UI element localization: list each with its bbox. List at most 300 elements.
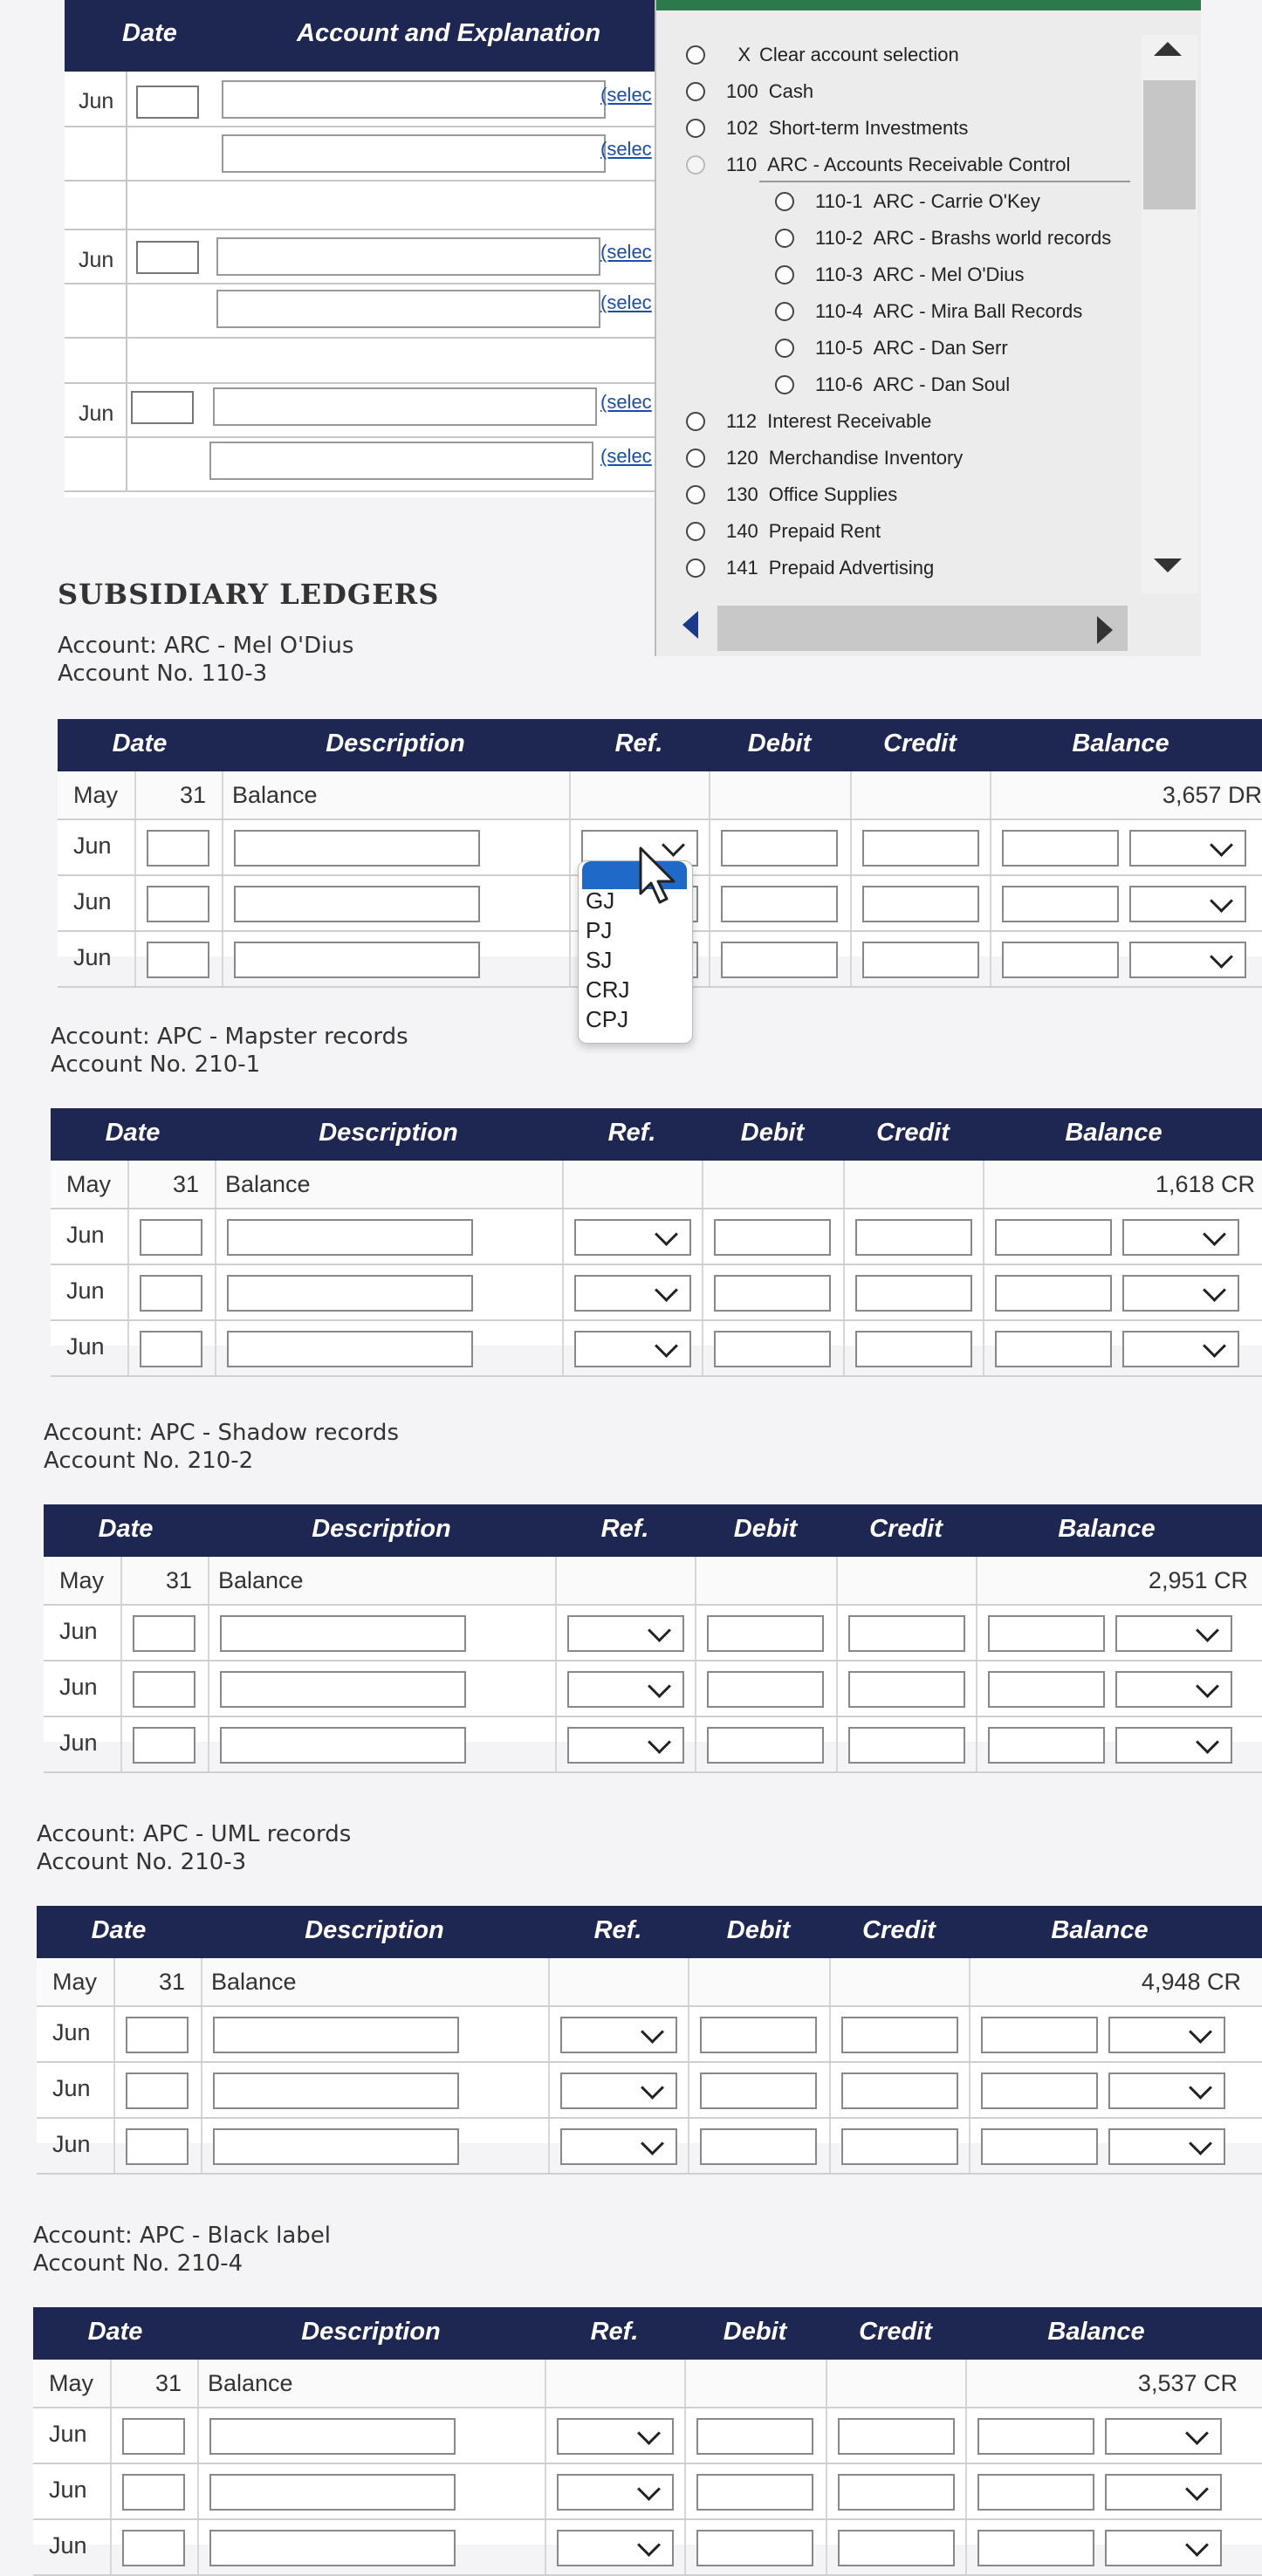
col-ref: Ref.: [590, 2318, 639, 2346]
entry-description-input[interactable]: [227, 1219, 473, 1256]
cell-divider: [836, 1661, 838, 1716]
col-date: Date: [91, 1916, 147, 1944]
entry-debit-input[interactable]: [714, 1275, 831, 1312]
opening-balance: 3,657 DR: [1162, 782, 1262, 808]
radio-icon[interactable]: [775, 265, 794, 284]
entry-ref-select[interactable]: [557, 2474, 674, 2511]
opening-description: Balance: [211, 1969, 297, 1995]
entry-debit-input[interactable]: [696, 2474, 813, 2511]
entry-description-input[interactable]: [209, 2418, 456, 2455]
chevron-down-icon[interactable]: [655, 1278, 678, 1302]
col-debit: Debit: [726, 1916, 791, 1944]
ledger-entry-row: [37, 2007, 1262, 2063]
account-option[interactable]: 112 Interest Receivable: [686, 405, 931, 438]
entry-balance-type-select[interactable]: [1129, 886, 1246, 922]
cell-divider: [120, 1557, 122, 1604]
entry-balance-input[interactable]: [995, 1275, 1112, 1312]
chevron-down-icon[interactable]: [1196, 1730, 1219, 1754]
cell-divider: [695, 1717, 696, 1771]
entry-debit-input[interactable]: [700, 2128, 817, 2165]
journal-row: [65, 438, 658, 492]
cell-divider: [215, 1161, 216, 1208]
scroll-left-arrow-icon[interactable]: [682, 611, 698, 639]
entry-balance-input[interactable]: [977, 2530, 1094, 2566]
ledger-account-number: Account No. 210-3: [37, 1849, 247, 1875]
entry-credit-input[interactable]: [862, 942, 979, 978]
entry-ref-select[interactable]: [567, 1615, 684, 1652]
chevron-down-icon[interactable]: [1189, 2076, 1212, 2100]
col-credit: Credit: [883, 730, 957, 757]
chevron-down-icon[interactable]: [655, 1334, 678, 1358]
entry-debit-input[interactable]: [714, 1331, 831, 1367]
entry-description-input[interactable]: [234, 830, 480, 867]
entry-day-input[interactable]: [122, 2530, 185, 2566]
col-debit: Debit: [747, 730, 812, 757]
radio-icon[interactable]: [686, 485, 705, 504]
entry-ref-select[interactable]: [557, 2530, 674, 2566]
entry-debit-input[interactable]: [707, 1671, 824, 1708]
radio-icon[interactable]: [686, 449, 705, 468]
cell-divider: [990, 771, 991, 819]
cell-divider: [829, 2007, 831, 2061]
journal-select-link[interactable]: (selec: [600, 291, 652, 313]
entry-ref-select[interactable]: [567, 1727, 684, 1764]
entry-credit-input[interactable]: [838, 2474, 955, 2511]
cell-divider: [990, 820, 991, 874]
entry-credit-input[interactable]: [841, 2072, 958, 2109]
ledger-opening-row: [58, 771, 1262, 820]
ledger-account-name: Account: APC - Mapster records: [51, 1024, 408, 1050]
ledger-account-label: [51, 1023, 408, 1079]
entry-credit-input[interactable]: [838, 2530, 955, 2566]
radio-icon[interactable]: [686, 412, 705, 431]
entry-debit-input[interactable]: [707, 1615, 824, 1652]
cell-divider: [709, 932, 710, 986]
journal-account-input[interactable]: [216, 237, 600, 276]
chevron-down-icon[interactable]: [1210, 945, 1233, 969]
entry-credit-input[interactable]: [848, 1727, 965, 1764]
entry-day-input[interactable]: [126, 2072, 189, 2109]
subsidiary-ledger-table: [44, 1504, 1262, 1756]
chevron-down-icon[interactable]: [1196, 1619, 1219, 1642]
radio-icon[interactable]: [775, 302, 794, 321]
scroll-right-arrow-icon[interactable]: [1097, 616, 1113, 644]
opening-day: 31: [159, 1969, 186, 1995]
popup-horizontal-scrollbar[interactable]: [717, 606, 1128, 651]
journal-account-input[interactable]: [222, 80, 606, 119]
journal-select-link[interactable]: (selec: [600, 84, 652, 106]
cell-divider: [197, 2360, 199, 2407]
cell-divider: [201, 1958, 202, 2005]
entry-description-input[interactable]: [234, 942, 480, 978]
journal-select-link[interactable]: (selec: [600, 445, 652, 467]
entry-credit-input[interactable]: [848, 1615, 965, 1652]
chevron-down-icon[interactable]: [1203, 1223, 1226, 1246]
cell-divider: [197, 2464, 199, 2518]
entry-description-input[interactable]: [213, 2017, 459, 2053]
journal-account-input[interactable]: [209, 442, 593, 480]
entry-balance-input[interactable]: [988, 1671, 1105, 1708]
chevron-down-icon[interactable]: [655, 1223, 678, 1246]
cell-divider: [990, 932, 991, 986]
cell-divider: [562, 1265, 564, 1319]
account-option[interactable]: 140 Prepaid Rent: [686, 515, 881, 548]
cell-divider: [127, 1209, 129, 1264]
entry-debit-input[interactable]: [721, 886, 838, 922]
cell-divider: [829, 2119, 831, 2173]
radio-icon[interactable]: [686, 155, 705, 175]
journal-row: [65, 182, 658, 230]
col-ref: Ref.: [607, 1119, 656, 1147]
cell-divider: [826, 2360, 827, 2407]
radio-icon[interactable]: [686, 558, 705, 578]
entry-balance-type-select[interactable]: [1108, 2072, 1225, 2109]
entry-day-input[interactable]: [133, 1727, 195, 1764]
chevron-down-icon[interactable]: [1189, 2020, 1212, 2044]
ref-option-cpj[interactable]: CPJ: [586, 1006, 629, 1032]
cell-divider: [965, 2360, 967, 2407]
chevron-down-icon[interactable]: [641, 2132, 664, 2155]
col-balance: Balance: [1058, 1515, 1156, 1543]
journal-select-link[interactable]: (selec: [600, 391, 652, 413]
chevron-down-icon[interactable]: [1185, 2422, 1209, 2445]
entry-debit-input[interactable]: [707, 1727, 824, 1764]
entry-day-input[interactable]: [126, 2128, 189, 2165]
cell-divider: [688, 2119, 689, 2173]
chevron-down-icon[interactable]: [1196, 1675, 1219, 1698]
col-description: Description: [312, 1515, 451, 1543]
chevron-down-icon[interactable]: [648, 1730, 671, 1754]
entry-credit-input[interactable]: [838, 2418, 955, 2455]
col-balance: Balance: [1051, 1916, 1149, 1944]
cell-divider: [215, 1321, 216, 1375]
ledger-entry-row: [51, 1265, 1262, 1321]
mouse-cursor-icon: [637, 846, 686, 908]
account-option[interactable]: 100 Cash: [686, 75, 813, 108]
cell-divider: [222, 932, 223, 986]
entry-balance-input[interactable]: [1002, 886, 1119, 922]
cell-divider: [548, 2007, 550, 2061]
col-credit: Credit: [862, 1916, 936, 1944]
cell-divider: [127, 1161, 129, 1208]
entry-ref-select[interactable]: [560, 2128, 677, 2165]
popup-top-bar: [656, 0, 1201, 10]
entry-credit-input[interactable]: [855, 1275, 972, 1312]
account-option-clear[interactable]: X Clear account selection: [686, 38, 959, 72]
ledger-entry-row: [51, 1321, 1262, 1377]
entry-day-input[interactable]: [140, 1331, 202, 1367]
entry-balance-input[interactable]: [981, 2128, 1098, 2165]
cell-divider: [222, 820, 223, 874]
cell-divider: [843, 1209, 845, 1264]
cell-divider: [134, 771, 136, 819]
ledger-account-label: [33, 2222, 331, 2278]
entry-ref-select[interactable]: [557, 2418, 674, 2455]
entry-ref-select[interactable]: [574, 1275, 691, 1312]
ledger-entry-row: [33, 2408, 1262, 2464]
entry-month: Jun: [52, 2075, 91, 2101]
entry-debit-input[interactable]: [696, 2530, 813, 2566]
radio-icon[interactable]: [686, 45, 705, 65]
chevron-down-icon[interactable]: [637, 2422, 661, 2445]
chevron-down-icon[interactable]: [1203, 1278, 1226, 1302]
entry-debit-input[interactable]: [700, 2017, 817, 2053]
entry-debit-input[interactable]: [721, 830, 838, 867]
ledger-account-number: Account No. 110-3: [58, 661, 268, 687]
entry-ref-select[interactable]: [560, 2072, 677, 2109]
col-description: Description: [326, 730, 465, 757]
journal-account-input[interactable]: [222, 134, 606, 173]
account-option[interactable]: 141 Prepaid Advertising: [686, 552, 934, 585]
popup-scroll-thumb[interactable]: [1143, 80, 1196, 209]
journal-header: [65, 0, 658, 72]
chevron-down-icon[interactable]: [637, 2477, 661, 2501]
chevron-down-icon[interactable]: [1210, 889, 1233, 913]
journal-row: [65, 72, 658, 127]
col-balance: Balance: [1072, 730, 1169, 757]
chevron-down-icon[interactable]: [1185, 2533, 1209, 2557]
cell-divider: [110, 2520, 112, 2574]
entry-credit-input[interactable]: [862, 886, 979, 922]
cell-divider: [850, 771, 852, 819]
cell-divider: [969, 1958, 971, 2005]
journal-day-input[interactable]: [136, 86, 199, 119]
entry-debit-input[interactable]: [696, 2418, 813, 2455]
cell-divider: [208, 1661, 209, 1716]
entry-balance-type-select[interactable]: [1105, 2474, 1222, 2511]
entry-balance-input[interactable]: [995, 1219, 1112, 1256]
journal-day-input[interactable]: [136, 241, 199, 274]
chevron-down-icon[interactable]: [1185, 2477, 1209, 2501]
cell-divider: [134, 932, 136, 986]
cell-divider: [684, 2408, 686, 2463]
cell-divider: [850, 820, 852, 874]
entry-description-input[interactable]: [227, 1331, 473, 1367]
entry-description-input[interactable]: [209, 2474, 456, 2511]
cell-divider: [208, 1606, 209, 1660]
journal-account-input[interactable]: [213, 387, 597, 426]
entry-description-input[interactable]: [234, 886, 480, 922]
account-option[interactable]: 110-1 ARC - Carrie O'Key: [775, 185, 1040, 218]
entry-balance-type-select[interactable]: [1105, 2418, 1222, 2455]
account-option[interactable]: 110-6 ARC - Dan Soul: [775, 368, 1010, 401]
entry-credit-input[interactable]: [862, 830, 979, 867]
cell-divider: [127, 1321, 129, 1375]
chevron-down-icon[interactable]: [637, 2533, 661, 2557]
ref-option-crj[interactable]: CRJ: [586, 976, 630, 1003]
entry-balance-type-select[interactable]: [1108, 2128, 1225, 2165]
cell-divider: [709, 771, 710, 819]
radio-icon[interactable]: [775, 229, 794, 248]
entry-day-input[interactable]: [147, 830, 209, 867]
entry-balance-input[interactable]: [981, 2017, 1098, 2053]
subsidiary-ledgers-title: SUBSIDIARY LEDGERS: [58, 578, 440, 611]
chevron-down-icon[interactable]: [1210, 833, 1233, 857]
entry-day-input[interactable]: [140, 1219, 202, 1256]
cell-divider: [548, 2119, 550, 2173]
journal-day-input[interactable]: [131, 391, 194, 424]
journal-month: Jun: [79, 401, 114, 426]
cell-divider: [969, 2063, 971, 2117]
entry-balance-type-select[interactable]: [1122, 1331, 1239, 1367]
entry-balance-input[interactable]: [988, 1727, 1105, 1764]
entry-day-input[interactable]: [133, 1671, 195, 1708]
radio-icon[interactable]: [686, 522, 705, 541]
entry-description-input[interactable]: [227, 1275, 473, 1312]
cell-divider: [569, 820, 571, 874]
entry-debit-input[interactable]: [714, 1219, 831, 1256]
chevron-down-icon[interactable]: [1189, 2132, 1212, 2155]
entry-description-input[interactable]: [220, 1727, 466, 1764]
entry-balance-input[interactable]: [977, 2474, 1094, 2511]
ledger-header: [58, 719, 1262, 771]
ref-option-gj[interactable]: GJ: [586, 887, 615, 914]
cell-divider: [545, 2360, 546, 2407]
journal-select-link[interactable]: (selec: [600, 241, 652, 263]
cell-divider: [965, 2520, 967, 2574]
cell-divider: [208, 1717, 209, 1771]
entry-day-input[interactable]: [147, 942, 209, 978]
cell-divider: [976, 1717, 977, 1771]
cell-divider: [562, 1209, 564, 1264]
account-option[interactable]: 102 Short-term Investments: [686, 112, 968, 145]
entry-month: Jun: [59, 1730, 98, 1756]
entry-day-input[interactable]: [133, 1615, 195, 1652]
cell-divider: [545, 2520, 546, 2574]
scroll-up-arrow-icon[interactable]: [1154, 42, 1182, 56]
cell-divider: [555, 1661, 557, 1716]
radio-icon[interactable]: [775, 339, 794, 358]
account-option[interactable]: 110 ARC - Accounts Receivable Control: [686, 148, 1070, 182]
ledger-header: [33, 2307, 1262, 2360]
cell-divider: [843, 1265, 845, 1319]
ledger-account-name: Account: APC - Black label: [33, 2223, 332, 2249]
account-option[interactable]: 110-4 ARC - Mira Ball Records: [775, 295, 1082, 328]
cell-divider: [201, 2063, 202, 2117]
entry-description-input[interactable]: [213, 2072, 459, 2109]
entry-balance-input[interactable]: [1002, 830, 1119, 867]
cell-divider: [569, 876, 571, 930]
cell-divider: [983, 1265, 984, 1319]
entry-description-input[interactable]: [220, 1615, 466, 1652]
entry-description-input[interactable]: [209, 2530, 456, 2566]
chevron-down-icon[interactable]: [648, 1675, 671, 1698]
entry-balance-input[interactable]: [995, 1331, 1112, 1367]
chevron-down-icon[interactable]: [641, 2020, 664, 2044]
entry-balance-type-select[interactable]: [1122, 1275, 1239, 1312]
entry-balance-input[interactable]: [981, 2072, 1098, 2109]
entry-description-input[interactable]: [220, 1671, 466, 1708]
ledger-account-label: [58, 632, 353, 688]
entry-ref-select[interactable]: [567, 1671, 684, 1708]
cell-divider: [562, 1161, 564, 1208]
entry-credit-input[interactable]: [855, 1219, 972, 1256]
cell-divider: [965, 2464, 967, 2518]
radio-icon[interactable]: [686, 82, 705, 101]
entry-debit-input[interactable]: [700, 2072, 817, 2109]
cell-divider: [113, 1958, 115, 2005]
entry-credit-input[interactable]: [841, 2017, 958, 2053]
ref-option-sj[interactable]: SJ: [586, 947, 613, 973]
opening-month: May: [49, 2370, 94, 2396]
entry-credit-input[interactable]: [848, 1671, 965, 1708]
account-option[interactable]: 110-5 ARC - Dan Serr: [775, 332, 1008, 365]
entry-balance-input[interactable]: [988, 1615, 1105, 1652]
chevron-down-icon[interactable]: [1203, 1334, 1226, 1358]
entry-day-input[interactable]: [140, 1275, 202, 1312]
chevron-down-icon[interactable]: [648, 1619, 671, 1642]
scroll-down-arrow-icon[interactable]: [1154, 558, 1182, 572]
entry-balance-type-select[interactable]: [1115, 1727, 1232, 1764]
entry-balance-type-select[interactable]: [1108, 2017, 1225, 2053]
entry-balance-type-select[interactable]: [1105, 2530, 1222, 2566]
entry-balance-type-select[interactable]: [1122, 1219, 1239, 1256]
entry-day-input[interactable]: [122, 2474, 185, 2511]
account-option[interactable]: 110-3 ARC - Mel O'Dius: [775, 258, 1025, 291]
account-option[interactable]: 120 Merchandise Inventory: [686, 442, 963, 475]
account-selector-popup: [655, 0, 1201, 656]
entry-month: Jun: [59, 1618, 98, 1644]
cell-divider: [684, 2360, 686, 2407]
radio-icon[interactable]: [775, 192, 794, 211]
entry-balance-type-select[interactable]: [1115, 1615, 1232, 1652]
entry-ref-select[interactable]: [574, 1331, 691, 1367]
account-option[interactable]: 130 Office Supplies: [686, 478, 897, 511]
entry-balance-type-select[interactable]: [1115, 1671, 1232, 1708]
radio-icon[interactable]: [686, 119, 705, 138]
entry-credit-input[interactable]: [855, 1331, 972, 1367]
entry-description-input[interactable]: [213, 2128, 459, 2165]
account-option[interactable]: 110-2 ARC - Brashs world records: [775, 222, 1111, 255]
entry-ref-select[interactable]: [574, 1219, 691, 1256]
col-balance: Balance: [1065, 1119, 1163, 1147]
ledger-account-label: [44, 1419, 399, 1475]
journal-row: [65, 284, 658, 339]
cell-divider: [569, 932, 571, 986]
entry-balance-type-select[interactable]: [1129, 942, 1246, 978]
entry-day-input[interactable]: [126, 2017, 189, 2053]
cell-divider: [695, 1557, 696, 1604]
entry-credit-input[interactable]: [841, 2128, 958, 2165]
entry-month: Jun: [52, 2131, 91, 2157]
entry-month: Jun: [66, 1333, 105, 1360]
radio-icon[interactable]: [775, 375, 794, 394]
cell-divider: [983, 1321, 984, 1375]
cell-divider: [548, 1958, 550, 2005]
entry-balance-type-select[interactable]: [1129, 830, 1246, 867]
entry-ref-select[interactable]: [560, 2017, 677, 2053]
entry-day-input[interactable]: [147, 886, 209, 922]
col-credit: Credit: [859, 2318, 932, 2346]
chevron-down-icon[interactable]: [641, 2076, 664, 2100]
entry-debit-input[interactable]: [721, 942, 838, 978]
entry-balance-input[interactable]: [977, 2418, 1094, 2455]
col-ref: Ref.: [614, 730, 663, 757]
cell-divider: [709, 876, 710, 930]
entry-balance-input[interactable]: [1002, 942, 1119, 978]
entry-day-input[interactable]: [122, 2418, 185, 2455]
opening-balance: 4,948 CR: [1141, 1969, 1241, 1995]
opening-balance: 2,951 CR: [1148, 1567, 1248, 1593]
cell-divider: [120, 1717, 122, 1771]
ref-option-pj[interactable]: PJ: [586, 917, 613, 943]
opening-day: 31: [173, 1171, 200, 1197]
journal-select-link[interactable]: (selec: [600, 138, 652, 160]
journal-account-input[interactable]: [216, 290, 600, 328]
cell-divider: [990, 876, 991, 930]
entry-month: Jun: [52, 2019, 91, 2045]
cell-divider: [850, 932, 852, 986]
